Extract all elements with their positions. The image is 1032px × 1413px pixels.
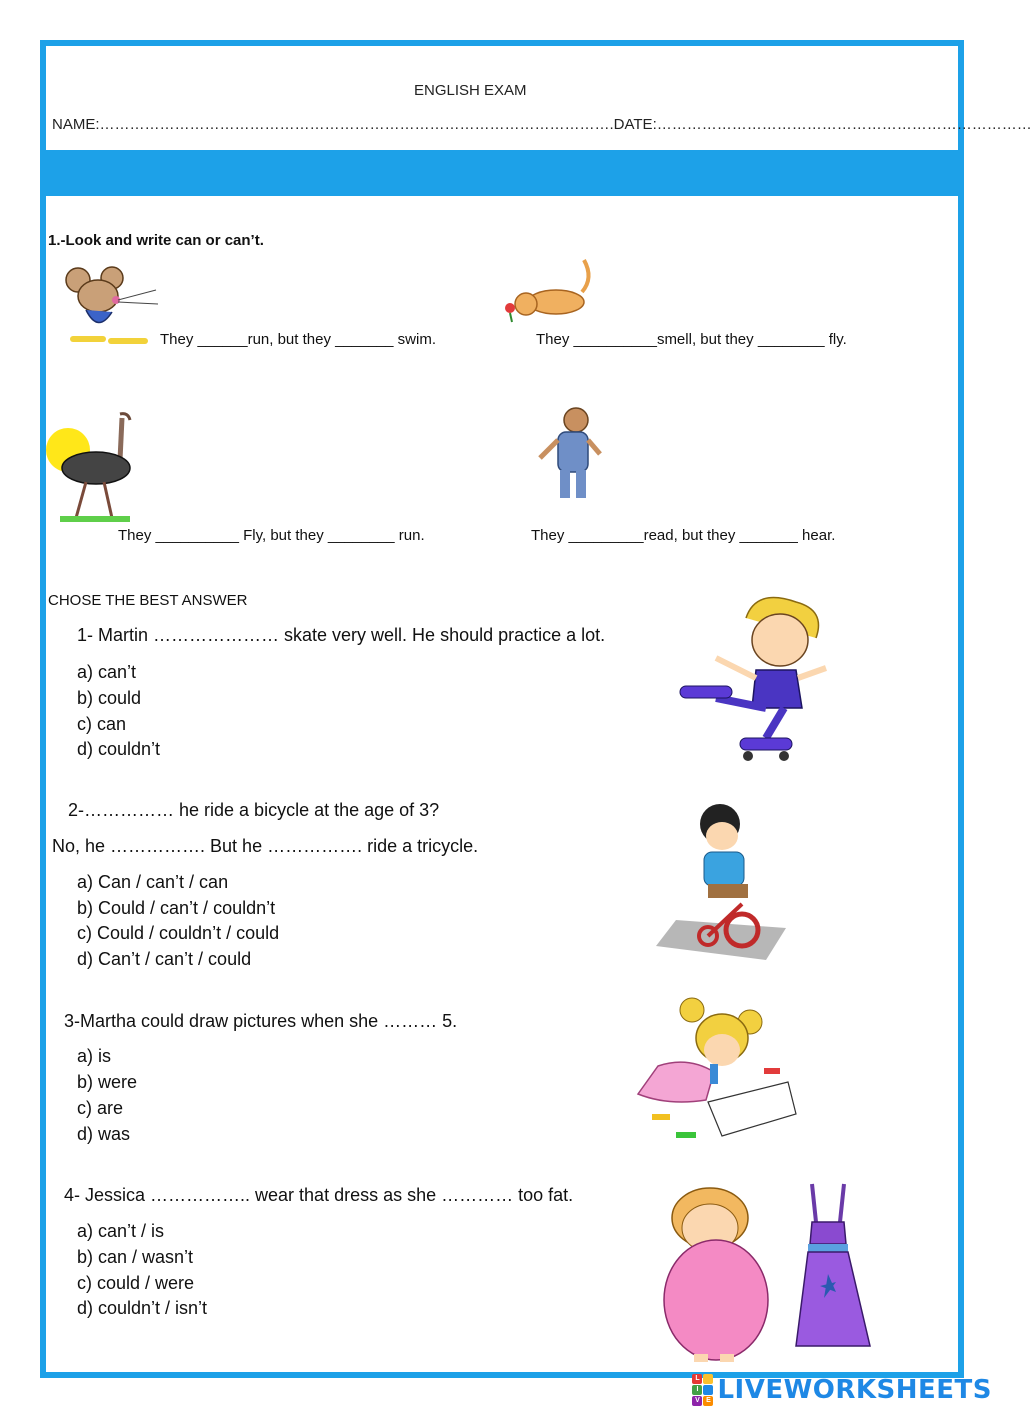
- header-band: [40, 150, 960, 196]
- sentence-cat: They __________smell, but they ________ fly.: [536, 331, 847, 348]
- question-4: 4- Jessica …………….. wear that dress as she ………… too fat.: [64, 1185, 574, 1205]
- section2-title: CHOSE THE BEST ANSWER: [48, 592, 248, 609]
- mouse-picture: [60, 262, 160, 350]
- logo-letter: I: [692, 1385, 702, 1395]
- q2-option-d: d) Can’t / can’t / could: [77, 949, 252, 969]
- exam-title: ENGLISH EXAM: [414, 82, 527, 99]
- q4-option-a: a) can’t / is: [77, 1221, 165, 1241]
- brand-name: LIVEWORKSHEETS: [717, 1375, 992, 1405]
- name-date-line: NAME:………………………………………………………………………………………….DATE:…………………………………………………………………: [52, 116, 1032, 133]
- logo-letter: V: [692, 1396, 702, 1406]
- q3-option-a: a) is: [77, 1046, 112, 1066]
- question-2: 2-…………… he ride a bicycle at the age of 3?: [68, 800, 440, 820]
- question-1: 1- Martin ………………… skate very well. He should practice a lot.: [77, 625, 606, 645]
- q2-option-a: a) Can / can’t / can: [77, 872, 229, 892]
- q3-option-b: b) were: [77, 1072, 138, 1092]
- dog-picture: [534, 404, 606, 504]
- sentence-dog: They _________read, but they _______ hear.: [531, 527, 836, 544]
- q1-option-b: b) could: [77, 688, 142, 708]
- logo-letter: E: [703, 1396, 713, 1406]
- liveworksheets-logo: [692, 1374, 992, 1406]
- logo-grid-icon: [692, 1374, 713, 1406]
- q1-option-d: d) couldn’t: [77, 739, 161, 759]
- skater-boy-picture: [676, 588, 840, 768]
- question-2-line-2: No, he ……………. But he ……………. ride a tricycle.: [52, 836, 479, 856]
- section1-title: 1.-Look and write can or can’t.: [48, 232, 264, 249]
- drawing-girl-picture: [618, 996, 798, 1142]
- sentence-ostrich: They __________ Fly, but they ________ run.: [118, 527, 425, 544]
- tricycle-boy-picture: [656, 800, 792, 960]
- q2-option-b: b) Could / can’t / couldn’t: [77, 898, 276, 918]
- q4-option-d: d) couldn’t / isn’t: [77, 1298, 208, 1318]
- q4-option-b: b) can / wasn’t: [77, 1247, 194, 1267]
- jessica-picture: [660, 1182, 774, 1364]
- q2-option-c: c) Could / couldn’t / could: [77, 923, 280, 943]
- q3-option-c: c) are: [77, 1098, 124, 1118]
- logo-letter: L: [692, 1374, 702, 1384]
- cat-picture: [498, 258, 594, 324]
- logo-cell: [703, 1374, 713, 1384]
- purple-dress-picture: [790, 1182, 874, 1352]
- q1-option-a: a) can’t: [77, 662, 137, 682]
- q1-option-c: c) can: [77, 714, 127, 734]
- ostrich-picture: [46, 408, 146, 528]
- logo-cell: [703, 1385, 713, 1395]
- sentence-mouse: They ______run, but they _______ swim.: [160, 331, 437, 348]
- q3-option-d: d) was: [77, 1124, 131, 1144]
- q4-option-c: c) could / were: [77, 1273, 195, 1293]
- question-3: 3-Martha could draw pictures when she ……… 5.: [64, 1011, 458, 1031]
